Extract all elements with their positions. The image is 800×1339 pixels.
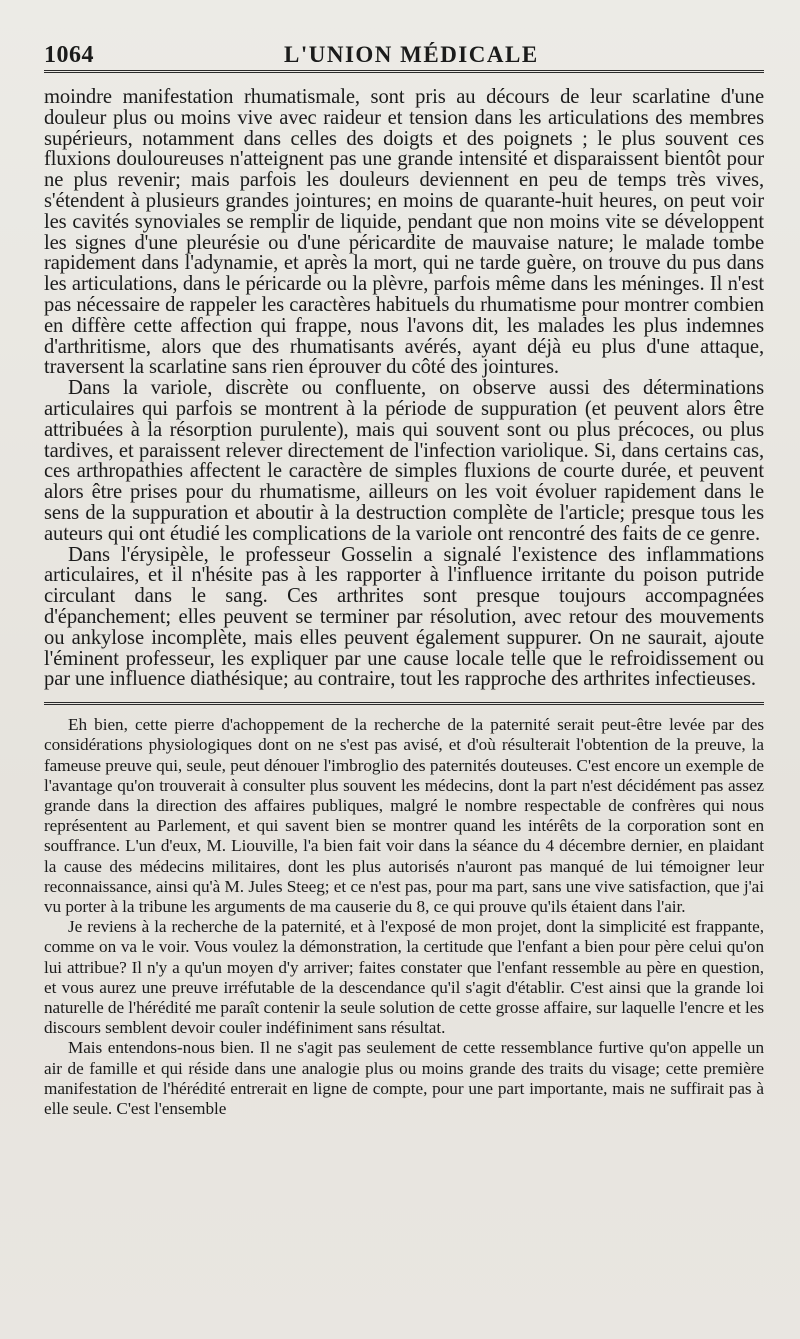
feuilleton-body [44,715,764,1119]
running-title: L'UNION MÉDICALE [284,42,539,67]
article-body [44,87,764,690]
feuilleton-paragraph: Mais entendons-nous bien. Il ne s'agit pas seulement de cette ressemblance furtive qu'on appelle un air de famille et qui réside dans une analogie plus ou moins grande des traits du visage; cette première manifestation de l'hérédité entrerait en ligne de compte, pour une part importante, mais ne suffirait pas à elle seule. C'est l'ensemble [44,1038,764,1118]
feuilleton-paragraph: Eh bien, cette pierre d'achoppement de la recherche de la paternité serait peut-être levée par des considérations physiologiques dont on ne s'est pas avisé, et d'où résulterait l'obtention de la preuve, la fameuse preuve qui, seule, peut dénouer l'imbroglio des paternités douteuses. C'est encore un exemple de l'avantage qu'on trouverait à consulter plus souvent les médecins, dont la part n'est décidément pas assez grande dans la direction des affaires publiques, malgré le nombre respectable de confrères qui nous représentent au Parlement, et qui savent bien se montrer quand les intérêts de la corporation sont en souffrance. L'un d'eux, M. Liouville, l'a bien fait voir dans la séance du 4 décembre dernier, en plaidant la cause des médecins militaires, dont les plus autorisés n'auront pas manqué de lui témoigner leur reconnaissance, ainsi qu'à M. Jules Steeg; et ce n'est pas, pour ma part, sans une vive satisfaction, que j'ai vu porter à la tribune les arguments de ma causerie du 8, ce qui prouve qu'ils étaient dans l'air. [44,715,764,916]
page-number: 1064 [44,42,94,68]
page-header [44,38,764,73]
feuilleton-paragraph: Je reviens à la recherche de la paternité, et à l'exposé de mon projet, dont la simplicité est frappante, comme on va le voir. Vous voulez la démonstration, la certitude que l'enfant a bien pour père celui qu'on lui attribue? Il n'y a qu'un moyen d'y arriver; faites constater que l'enfant ressemble au père en question, et vous aurez une preuve irréfutable de la descendance qu'il s'agit d'établir. C'est ainsi que la grande loi naturelle de l'hérédité me paraît contenir la seule solution de cette grosse affaire, sur laquelle l'encre et les discours semblent devoir couler indéfiniment sans résultat. [44,917,764,1038]
article-paragraph: Dans l'érysipèle, le professeur Gosselin a signalé l'existence des inflammations articulaires, et il n'hésite pas à les rapporter à l'influence irritante du poison putride circulant dans le sang. Ces arthrites sont presque toujours accompagnées d'épanchement; elles peuvent se terminer par résolution, avec retour des mouvements ou ankylose incomplète, mais elles peuvent également suppurer. On ne saurait, ajoute l'éminent professeur, les expliquer par une cause locale telle que le refroidissement ou par une influence diathésique; au contraire, tout les rapproche des arthrites infectieuses. [44,543,764,691]
article-paragraph: moindre manifestation rhumatismale, sont pris au décours de leur scarlatine d'une douleur plus ou moins vive avec raideur et tension dans les articulations des membres supérieurs, notamment dans celles des doigts et des poignets ; le plus souvent ces fluxions douloureuses n'atteignent pas une grande intensité et disparaissent bientôt pour ne plus revenir; mais parfois les douleurs deviennent en peu de temps très vives, s'étendent à plusieurs grandes jointures; en moins de quarante-huit heures, on peut voir les cavités synoviales se remplir de liquide, pendant que non moins vite se développent les signes d'une pleurésie ou d'une péricardite de mauvaise nature; le malade tombe rapidement dans l'adynamie, et après la mort, qui ne tarde guère, on trouve du pus dans les articulations, dans le péricarde ou la plèvre, parfois même dans les méninges. Il n'est pas nécessaire de rappeler les caractères habituels du rhumatisme pour montrer combien en diffère cette affection qui frappe, nous l'avons dit, les malades les plus indemnes d'arthritisme, alors que des rhumatisants avérés, ayant déjà eu plus d'une attaque, traversent la scarlatine sans rien éprouver du côté des jointures. [44,86,764,379]
feuilleton-divider [44,702,764,705]
article-paragraph: Dans la variole, discrète ou confluente, on observe aussi des déterminations articulaires qui parfois se montrent à la période de suppuration (et peuvent alors être attribuées à la résorption purulente), mais qui souvent sont ou plus précoces, ou plus tardives, et paraissent relever directement de l'infection variolique. Si, dans certains cas, ces arthropathies affectent le caractère de simples fluxions de courte durée, et peuvent alors être prises pour du rhumatisme, ailleurs on les voit évoluer rapidement dans le sens de la suppuration et aboutir à la destruction complète de l'article; presque tous les auteurs qui ont étudié les complications de la variole ont rencontré des faits de ce genre. [44,377,764,545]
